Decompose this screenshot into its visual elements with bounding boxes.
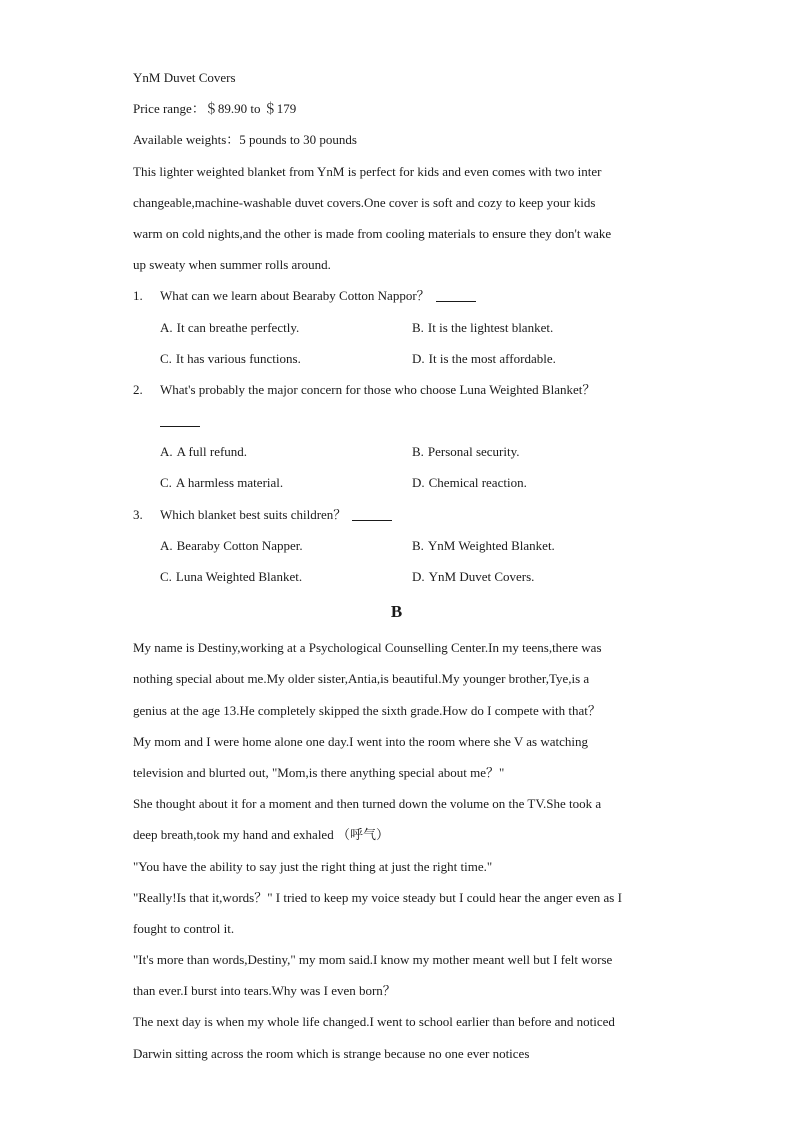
option-text: It is the most affordable. — [428, 350, 556, 366]
passage-line: "You have the ability to say just the right thing at just the right time." — [133, 858, 493, 874]
available-weights: Available weights：5 pounds to 30 pounds — [133, 132, 357, 148]
passage-line: "It's more than words,Destiny," my mom said.I know my mother meant well but I felt worse — [133, 952, 613, 968]
option-letter: D. — [412, 475, 425, 491]
question-text: What's probably the major concern for those who choose Luna Weighted Blanket？ — [160, 381, 596, 397]
section-heading: B — [390, 602, 403, 622]
option-text: It can breathe perfectly. — [176, 319, 300, 335]
option-b[interactable] — [412, 530, 555, 561]
options-row — [133, 561, 673, 592]
option-letter: D. — [412, 350, 425, 366]
option-b[interactable] — [412, 436, 520, 467]
option-d[interactable] — [412, 467, 527, 498]
option-c[interactable] — [160, 467, 283, 498]
option-a[interactable] — [160, 312, 299, 343]
option-text: It has various functions. — [175, 350, 301, 366]
option-text: Luna Weighted Blanket. — [175, 569, 303, 584]
passage-line: My name is Destiny,working at a Psychological Counselling Center.In my teens,there was — [133, 640, 602, 656]
option-text: Personal security. — [427, 444, 520, 460]
option-letter: B. — [412, 319, 424, 335]
answer-blank[interactable] — [160, 412, 200, 427]
option-d[interactable] — [412, 343, 556, 374]
passage-line: Darwin sitting across the room which is strange because no one ever notices — [133, 1045, 530, 1061]
passage-line: television and blurted out, "Mom,is there anything special about me？" — [133, 764, 505, 780]
option-letter: C. — [160, 569, 172, 584]
options-row — [133, 436, 673, 467]
question-text: Which blanket best suits children？ — [160, 506, 347, 522]
option-letter: C. — [160, 350, 172, 366]
option-a[interactable] — [160, 436, 247, 467]
options-row — [133, 467, 673, 498]
answer-blank[interactable] — [352, 506, 392, 521]
options-row — [133, 343, 673, 374]
question-text: What can we learn about Bearaby Cotton Nappor？ — [160, 288, 430, 304]
option-text: A full refund. — [176, 444, 248, 460]
question-3 — [133, 499, 673, 530]
question-number: 1. — [133, 288, 143, 304]
option-letter: B. — [412, 537, 424, 553]
passage-line: She thought about it for a moment and then turned down the volume on the TV.She took a — [133, 796, 602, 812]
description-line: changeable,machine-washable duvet covers.One cover is soft and cozy to keep your kids — [133, 194, 596, 210]
option-letter: C. — [160, 475, 172, 491]
question-1 — [133, 280, 673, 311]
option-c[interactable] — [160, 343, 301, 374]
option-b[interactable] — [412, 312, 553, 343]
product-title: YnM Duvet Covers — [133, 70, 236, 85]
option-letter: B. — [412, 444, 424, 460]
price-range: Price range：＄89.90 to ＄179 — [133, 101, 297, 117]
option-a[interactable] — [160, 530, 303, 561]
options-row — [133, 312, 673, 343]
question-2 — [133, 374, 673, 405]
answer-blank[interactable] — [436, 287, 476, 302]
description-line: up sweaty when summer rolls around. — [133, 257, 331, 273]
option-letter: A. — [160, 319, 173, 335]
options-row — [133, 530, 673, 561]
passage-line: My mom and I were home alone one day.I went into the room where she V as watching — [133, 733, 588, 749]
description-line: warm on cold nights,and the other is made from cooling materials to ensure they don't wake — [133, 225, 612, 241]
option-text: Bearaby Cotton Napper. — [176, 537, 303, 553]
option-text: YnM Duvet Covers. — [428, 569, 535, 584]
option-text: A harmless material. — [175, 475, 284, 491]
option-letter: D. — [412, 569, 425, 584]
passage-line: fought to control it. — [133, 920, 235, 936]
option-c[interactable] — [160, 561, 302, 592]
passage-line: than ever.I burst into tears.Why was I even born？ — [133, 983, 396, 999]
option-text: It is the lightest blanket. — [427, 319, 554, 335]
passage-line: deep breath,took my hand and exhaled （呼气） — [133, 827, 389, 843]
option-text: YnM Weighted Blanket. — [427, 537, 555, 553]
question-number: 2. — [133, 381, 143, 397]
passage-line: nothing special about me.My older sister,Antia,is beautiful.My younger brother,Tye,is a — [133, 671, 590, 687]
option-letter: A. — [160, 537, 173, 553]
option-d[interactable] — [412, 561, 534, 592]
document-page — [133, 62, 673, 1069]
question-number: 3. — [133, 506, 143, 522]
description-line: This lighter weighted blanket from YnM is perfect for kids and even comes with two inter — [133, 163, 602, 179]
answer-blank-row — [133, 405, 673, 436]
option-text: Chemical reaction. — [428, 475, 527, 491]
option-letter: A. — [160, 444, 173, 460]
passage-line: The next day is when my whole life changed.I went to school earlier than before and noticed — [133, 1014, 615, 1030]
passage-line: "Really!Is that it,words？" I tried to keep my voice steady but I could hear the anger even as I — [133, 889, 622, 905]
passage-line: genius at the age 13.He completely skipped the sixth grade.How do I compete with that？ — [133, 702, 601, 718]
